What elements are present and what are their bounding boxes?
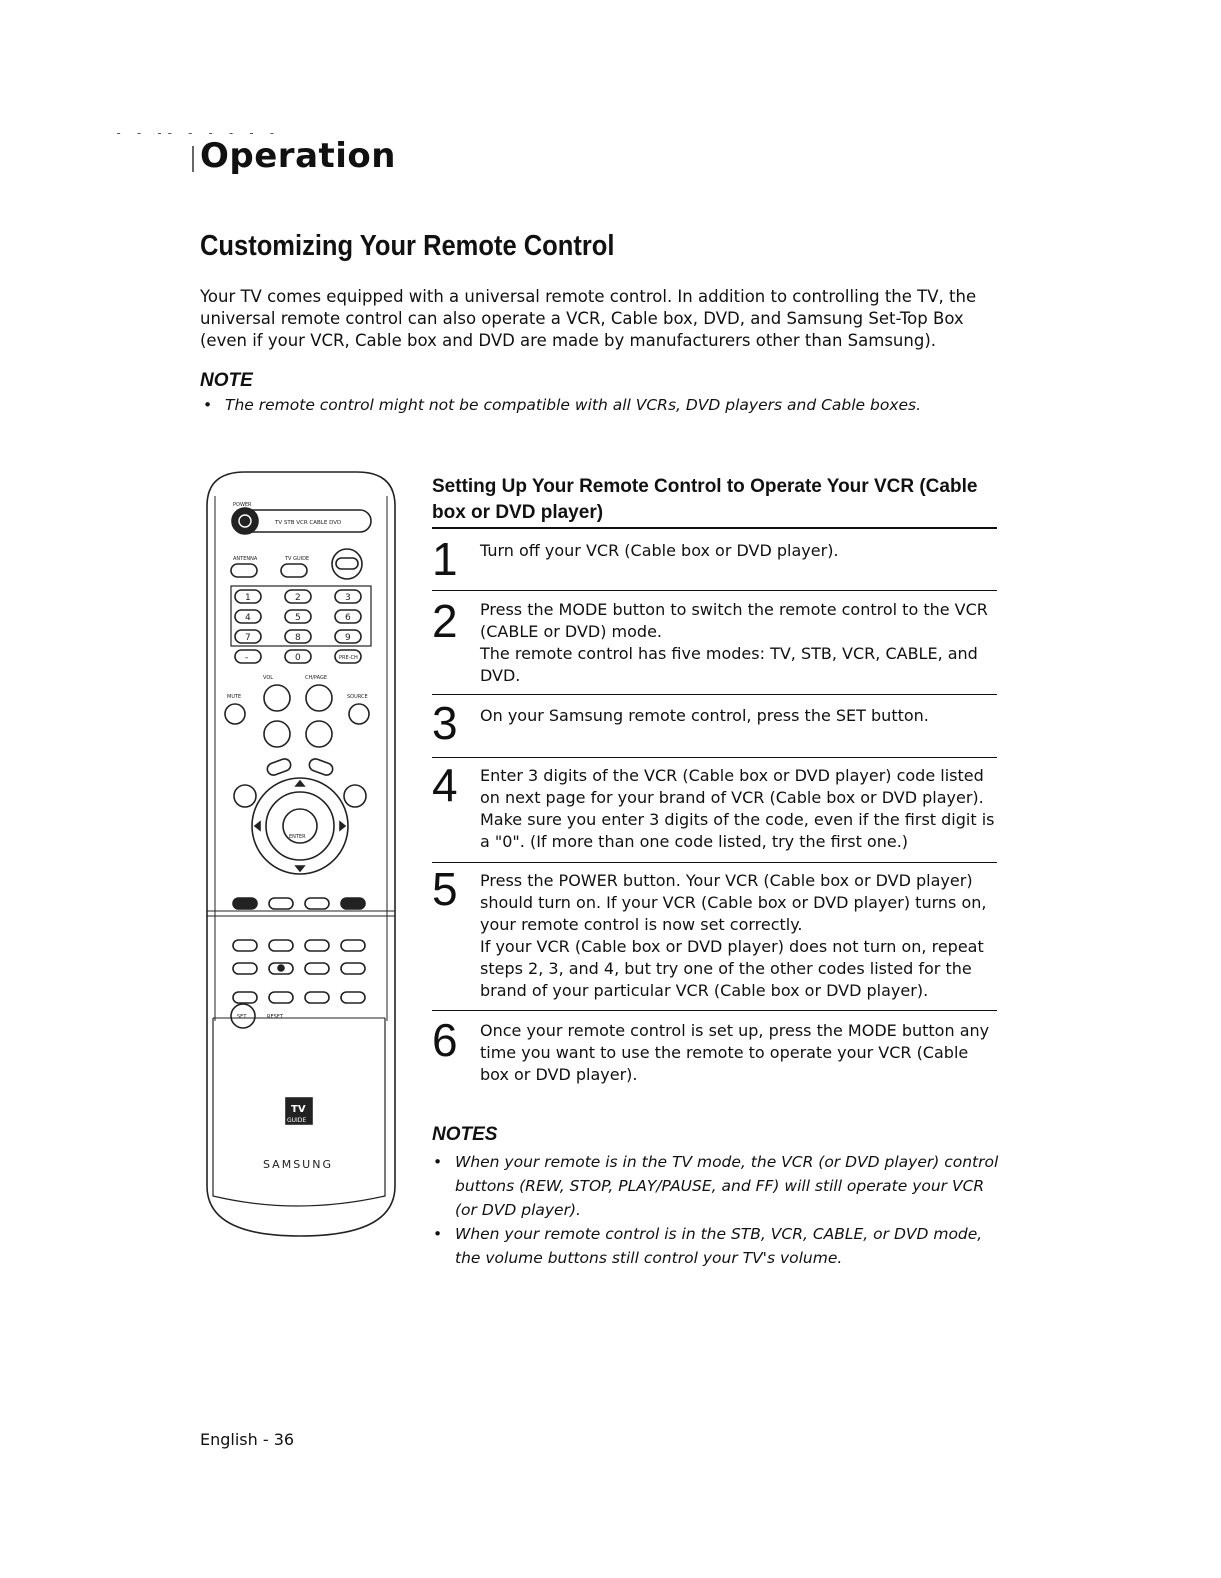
tvguide-label: TV GUIDE	[285, 556, 310, 562]
step-text: Turn off your VCR (Cable box or DVD player).	[480, 541, 839, 560]
step-number: 5	[432, 863, 458, 915]
modes-label: TV STB VCR CABLE DVD	[275, 520, 342, 526]
bullet: •	[433, 1225, 443, 1243]
dpad-left-icon	[255, 822, 260, 830]
power-label: POWER	[233, 502, 252, 508]
step-number: 2	[432, 595, 458, 647]
step-number: 1	[432, 533, 458, 585]
color-button-4	[341, 898, 365, 909]
tvguide-badge-tv: TV	[291, 1104, 306, 1115]
dpad-up-icon	[296, 781, 304, 786]
chpage-label: CH/PAGE	[305, 675, 327, 681]
tvguide-button	[281, 564, 307, 577]
vol-up-button	[264, 685, 290, 711]
remote-control-illustration	[197, 466, 403, 1242]
remote-inner-border	[215, 496, 387, 1021]
reset-label: RESET	[267, 1014, 284, 1020]
digit-7: 7	[245, 633, 251, 643]
bullet: •	[203, 396, 213, 414]
step-text-extra: If your VCR (Cable box or DVD player) does not turn on, repeat steps 2, 3, and 4, but try one of the other codes listed for the brand of your particular VCR (Cable box or DVD player).	[480, 937, 984, 1000]
digit-6: 6	[345, 613, 351, 623]
ch-down-button	[306, 721, 332, 747]
page-footer: English - 36	[200, 1430, 295, 1449]
step-number: 6	[432, 1014, 458, 1066]
digit-5: 5	[295, 613, 301, 623]
section-title: Operation	[200, 136, 396, 176]
step-text-extra: The remote control has five modes: TV, STB, VCR, CABLE, and DVD.	[480, 644, 978, 685]
source-label: SOURCE	[347, 694, 368, 700]
note-item	[433, 1150, 1008, 1222]
step-text-main: Press the POWER button. Your VCR (Cable box or DVD player) should turn on. If your VCR (Cable box or DVD player) turns on, your remote control is now set correctly.	[480, 871, 987, 934]
mute-button	[225, 704, 245, 724]
enter-label: ENTER	[289, 834, 306, 840]
step-text: On your Samsung remote control, press the SET button.	[480, 706, 929, 725]
step-number: 3	[432, 697, 458, 749]
digit-1: 1	[245, 593, 251, 603]
step-divider	[432, 590, 997, 591]
prech-label: PRE-CH	[339, 655, 358, 661]
digit-2: 2	[295, 593, 301, 603]
nr-button	[308, 757, 335, 776]
digit-4: 4	[245, 613, 251, 623]
antenna-label: ANTENNA	[233, 556, 258, 562]
notes-list	[433, 1150, 1008, 1270]
color-button-2	[269, 898, 293, 909]
color-button-3	[305, 898, 329, 909]
intro-paragraph: Your TV comes equipped with a universal remote control. In addition to controlling the TV, the universal remote control can also operate a VCR, Cable box, DVD, and Samsung Set-Top Box (even if your VCR, Cable box and DVD are made by manufacturers other than Samsung).	[200, 287, 977, 350]
vol-label: VOL	[263, 675, 274, 681]
color-button-1	[233, 898, 257, 909]
number-pad	[235, 590, 361, 663]
instructions-heading: Setting Up Your Remote Control to Operate Your VCR (Cable box or DVD player)	[432, 476, 978, 523]
dpad-down-icon	[296, 866, 304, 871]
digit-9: 9	[345, 633, 351, 643]
step-text	[480, 599, 995, 687]
step-text-main: Press the MODE button to switch the remote control to the VCR (CABLE or DVD) mode.	[480, 600, 988, 641]
note-item	[203, 396, 921, 414]
power-button	[232, 508, 258, 534]
exit-button	[344, 785, 366, 807]
dash-key: -	[245, 653, 249, 663]
page-title: Customizing Your Remote Control	[200, 230, 615, 262]
heading-rule	[432, 527, 997, 529]
note-item	[433, 1222, 1008, 1270]
set-label: SET	[237, 1014, 247, 1020]
scan-artifact-dots: - - -- - - - - -	[115, 126, 279, 140]
step-divider	[432, 694, 997, 695]
note-text: When your remote is in the TV mode, the VCR (or DVD player) control buttons (REW, STOP, PLAY/PAUSE, and FF) will still operate your VCR (or DVD player).	[455, 1153, 999, 1219]
note-text: When your remote control is in the STB, VCR, CABLE, or DVD mode, the volume buttons still control your TV's volume.	[455, 1225, 983, 1267]
vol-down-button	[264, 721, 290, 747]
ch-up-button	[306, 685, 332, 711]
step-divider	[432, 1010, 997, 1011]
section-marker	[192, 146, 194, 172]
function-buttons	[233, 940, 365, 1003]
notes-heading: NOTES	[432, 1124, 498, 1145]
digit-8: 8	[295, 633, 301, 643]
step-text: Enter 3 digits of the VCR (Cable box or DVD player) code listed on next page for your brand of VCR (Cable box or DVD player). Make sure you enter 3 digits of the code, even if the first digit is a "0". (If more than one code listed, try the first one.)	[480, 766, 995, 851]
favorite-button	[266, 757, 293, 776]
antenna-button	[231, 564, 257, 577]
step-text: Once your remote control is set up, press the MODE button any time you want to use the remote to operate your VCR (Cable box or DVD player).	[480, 1021, 990, 1084]
samsung-logo: SAMSUNG	[263, 1158, 333, 1171]
note-heading: NOTE	[200, 370, 253, 391]
bullet: •	[433, 1153, 443, 1171]
note-text: The remote control might not be compatible with all VCRs, DVD players and Cable boxes.	[225, 396, 922, 414]
digit-0: 0	[295, 653, 301, 663]
step-divider	[432, 862, 997, 863]
digit-3: 3	[345, 593, 351, 603]
step-text	[480, 870, 995, 1002]
source-button	[349, 704, 369, 724]
step-number: 4	[432, 759, 458, 811]
tvguide-badge-text: GUIDE	[287, 1117, 307, 1124]
mute-label: MUTE	[227, 694, 242, 700]
dpad-right-icon	[340, 822, 345, 830]
menu-button	[234, 785, 256, 807]
step-divider	[432, 757, 997, 758]
